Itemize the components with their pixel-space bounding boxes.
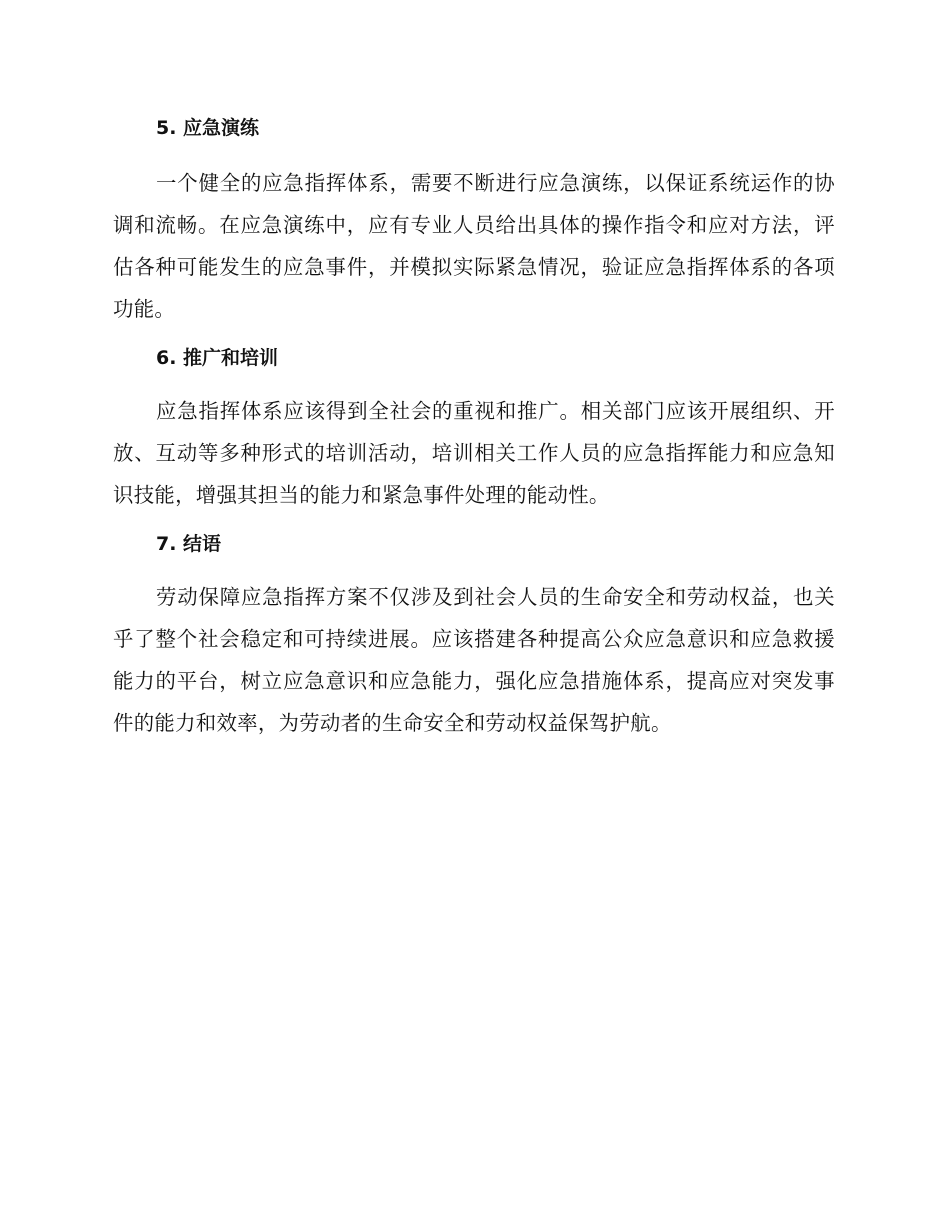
document-body (113, 108, 835, 744)
section-heading: 7. 结语 (156, 533, 222, 555)
section-heading: 6. 推广和培训 (156, 347, 279, 369)
section-heading: 5. 应急演练 (156, 117, 260, 139)
section-paragraph: 劳动保障应急指挥方案不仅涉及到社会人员的生命安全和劳动权益，也关乎了整个社会稳定和可持续进展。应该搭建各种提高公众应急意识和应急救援能力的平台，树立应急意识和应急能力，强化应急措施体系，提高应对突发事件的能力和效率，为劳动者的生命安全和劳动权益保驾护航。 (113, 585, 835, 735)
section-conclusion (113, 524, 835, 744)
section-paragraph: 一个健全的应急指挥体系，需要不断进行应急演练，以保证系统运作的协调和流畅。在应急演练中，应有专业人员给出具体的操作指令和应对方法，评估各种可能发生的应急事件，并模拟实际紧急情况，验证应急指挥体系的各项功能。 (113, 171, 835, 321)
section-emergency-drill (113, 108, 835, 330)
section-paragraph: 应急指挥体系应该得到全社会的重视和推广。相关部门应该开展组织、开放、互动等多种形式的培训活动，培训相关工作人员的应急指挥能力和应急知识技能，增强其担当的能力和紧急事件处理的能动性。 (113, 399, 835, 507)
section-promotion-training (113, 338, 835, 516)
